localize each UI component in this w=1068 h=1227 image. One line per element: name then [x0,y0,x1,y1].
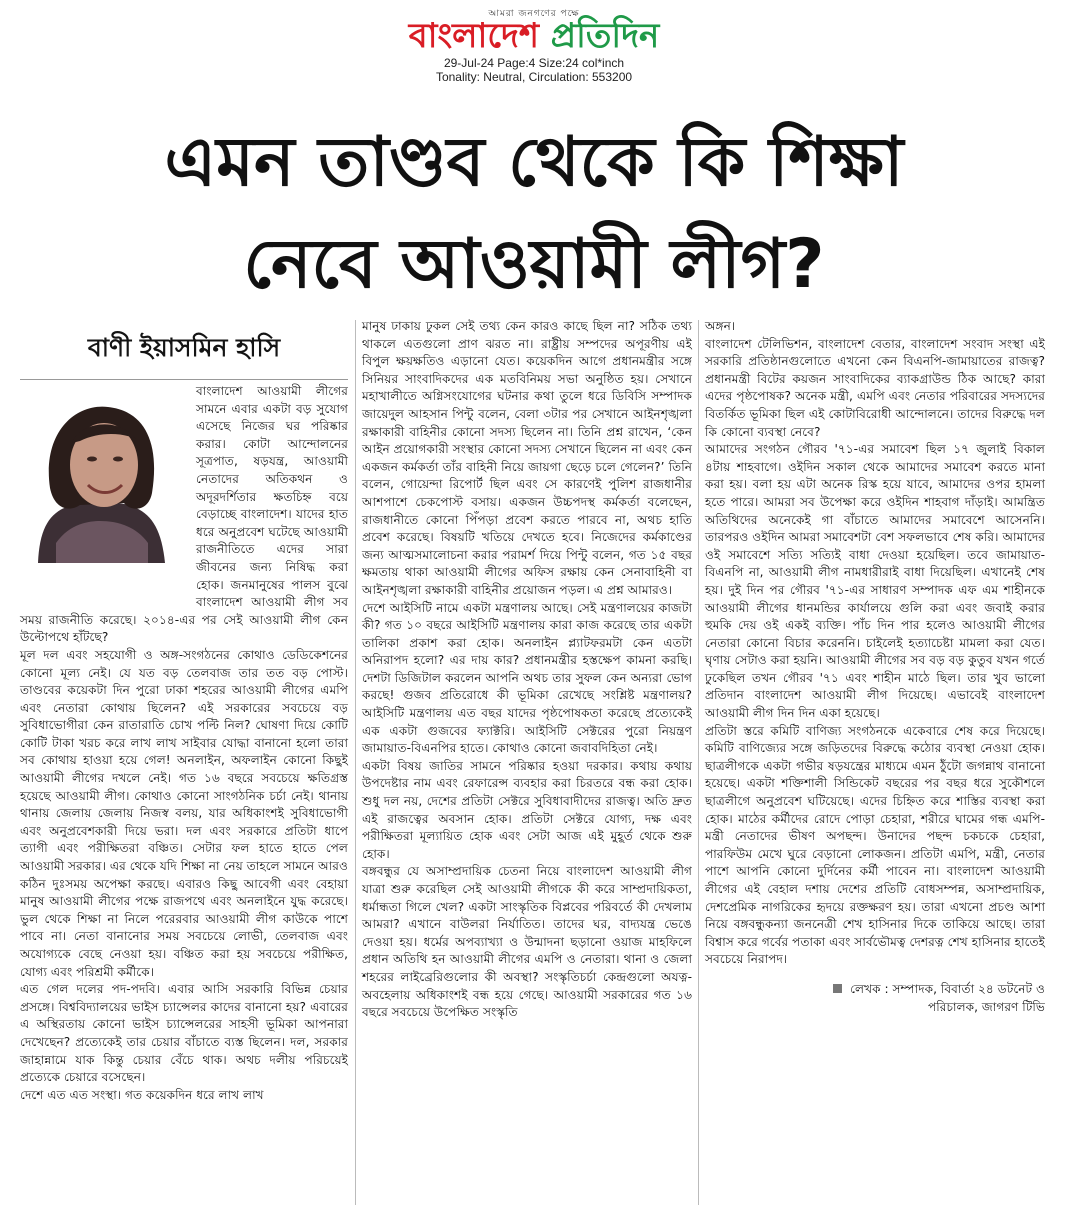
column-divider [355,320,356,1205]
article-headline [30,112,1038,316]
column-divider [698,320,699,1205]
headline-line-2: নেবে আওয়ামী লীগ? [243,225,825,304]
paragraph: বাংলাদেশ আওয়ামী লীগের সামনে এবার একটা বড় সুযোগ এসেছে নিজের ঘর পরিষ্কার করার। কোটা আন্দোলনের সূত্রপাত, ষড়যন্ত্র, আওয়ামী নেতাদের অতিকথন ও অদূরদর্শিতার ক্ষতচিহ্ন বয়ে বেড়াচ্ছে বাংলাদেশ। যাদের হাত ধরে অনুপ্রবেশ ঘটেছে আওয়ামী রাজনীতিতে এদের সারা জীবনের জন্য নিষিদ্ধ করা হোক। জনমানুষের পালস বুঝে বাংলাদেশ আওয়ামী লীগ সব সময় রাজনীতি করেছে। ২০১৪-এর পর সেই আওয়ামী লীগ কেন উল্টোপথে হাঁটছে? [20,384,348,645]
author-note-line-1: লেখক : সম্পাদক, বিবার্তা ২৪ ডটনেট ও [850,981,1045,996]
paragraph: দেশে এত এত সংস্থা। গত কয়েকদিন ধরে লাখ লাখ [20,1087,264,1102]
clip-tonality: Tonality: Neutral, Circulation: 553200 [435,70,633,84]
logo-part-green: প্রতিদিন [550,16,660,56]
paragraph: বাংলাদেশ টেলিভিশন, বাংলাদেশ বেতার, বাংলাদেশ সংবাদ সংস্থা এই সরকারি প্রতিষ্ঠানগুলোতে এখনো কেন বিএনপি-জামায়াতের রাজত্ব? প্রধানমন্ত্রী বিটের কয়জন সাংবাদিকের ব্যাকগ্রাউন্ড ঠিক আছে? কারা এদের পৃষ্ঠপোষক? অনেক মন্ত্রী, এমপি এবং নেতার পরিবারের সদস্যদের বিতর্কিত ভূমিকা ছিল এই কোটাবিরোধী আন্দোলনে। তাদের বিরুদ্ধে দল কি কোনো ব্যবস্থা নেবে? [705,336,1045,439]
author-note-line-2: পরিচালক, জাগরণ টিভি [928,999,1045,1014]
newspaper-logo [0,18,1068,56]
paragraph: মানুষ ঢাকায় ঢুকল সেই তথ্য কেন কারও কাছে ছিল না? সঠিক তথ্য থাকলে এতগুলো প্রাণ ঝরত না। রাষ্ট্রীয় সম্পদের অপূরণীয় এই বিপুল ক্ষয়ক্ষতিও এড়ানো যেত। কয়েকদিন আগে প্রধানমন্ত্রীর সঙ্গে সিনিয়র সাংবাদিকদের এক মতবিনিময় সভা অনুষ্ঠিত হয়। সেখানে মহাখালীতে অগ্নিসংযোগের ঘটনার কথা তুলে ধরে ডিবিসি সম্পাদক জায়েদুল আহসান পিন্টু বলেন, বেলা ৩টার পর সেখানে আইনশৃঙ্খলা রক্ষাকারী বাহিনীর কোনো সদস্য ছিলেন না। তিনি প্রশ্ন রাখেন, ‘কেন আইন প্রয়োগকারী সংস্থার কোনো সদস্য সেখানে ছিলেন না এবং কেন একজন কর্মকর্তা তাঁর বাহিনী নিয়ে জায়গা ছেড়ে চলে গেলেন?’ তিনি বলেন, গোয়েন্দা রিপোর্ট ছিল এবং সে কারণেই পুলিশ রাজধানীর আশপাশে চেকপোস্ট বসায়। একজন উচ্চপদস্থ কর্মকর্তা বলেছেন, রাজধানীতে কোনো পিঁপড়া প্রবেশ করতে পারবে না, অথচ হাতি প্রবেশ করেছে। বিষয়টি খতিয়ে দেখতে হবে। নিজেদের কর্মকাণ্ডের জন্য আত্মসমালোচনা করার পরামর্শ দিয়ে পিন্টু বলেন, গত ১৫ বছর ক্ষমতায় থাকা আওয়ামী লীগের অফিস রক্ষায় কেন সেনাবাহিনী বা আইনশৃঙ্খলা রক্ষাকারী বাহিনীর প্রয়োজন পড়ল। এ প্রশ্ন আমারও। [362,319,692,597]
square-bullet-icon [833,984,842,993]
paragraph: আমাদের সংগঠন গৌরব '৭১-এর সমাবেশ ছিল ১৭ জুলাই বিকাল ৪টায় শাহবাগে। ওইদিন সকাল থেকে আমাদের সমাবেশ করতে মানা করা হয়। বলা হয় এটা অনেক রিস্ক হয়ে যাবে, আমাদের ওপর হামলা হতে পারে। আমরা সব উপেক্ষা করে ওইদিন শাহবাগ দাঁড়াই। আমন্ত্রিত অতিথিদের অনেকেই গা বাঁচাতে আমাদের সমাবেশে আসেননি। তারপরও ওইদিন আমরা সমাবেশটা বেশ সফলভাবে শেষ করি। আমাদের ওই সমাবেশে সত্যি সত্যিই বাধা দেওয়া হয়েছিল। তবে জামায়াত-বিএনপি না, আওয়ামী লীগ নামধারীরাই বাধা দিয়েছিল। এখানেই শেষ হয়। দুই দিন পর গৌরব '৭১-এর সাধারণ সম্পাদক এফ এম শাহীনকে আওয়ামী লীগের ধানমন্ডির কার্যালয়ে গুলি করা এবং জবাই করার হুমকি দেয় ওই একই ব্যক্তি। পাঁচ দিন পার হলেও আওয়ামী লীগের নেতারা কোনো বিচার করেননি। চাইলেই হত্যাচেষ্টা মামলা করা যেত। ঘৃণায় সেটাও করা হয়নি। আওয়ামী লীগের সব বড় বড় কুতুব যখন গর্তে ঢুকেছিল তখন গৌরব '৭১ এবং শাহীন মাঠে ছিল। তার খুব ভালো প্রতিদান বাংলাদেশ আওয়ামী লীগ দিয়েছে। এভাবেই বাংলাদেশ আওয়ামী লীগ দিন দিন একা হয়েছে। [705,442,1045,721]
author-byline: বাণী ইয়াসমিন হাসি [20,328,348,380]
paragraph: এত গেল দলের পদ-পদবি। এবার আসি সরকারি বিভিন্ন চেয়ার প্রসঙ্গে। বিশ্ববিদ্যালয়ের ভাইস চ্যান্সেলর কাদের বানানো হয়? এবারের এ অস্থিরতায় কোনো ভাইস চ্যান্সেলরের সাহসী ভূমিকা আপনারা দেখেছেন? প্রত্যেকেই তার চেয়ার বাঁচাতে ব্যস্ত ছিলেন। দল, সরকার জাহান্নামে যাক কিন্তু চেয়ার বেঁচে থাক। অথচ দলীয় পরিচয়েই প্রত্যেকে চেয়ারে বসেছেন। [20,982,348,1085]
logo-part-red: বাংলাদেশ [408,16,551,56]
article-column-1 [20,383,348,1104]
author-portrait [20,393,180,563]
paragraph: প্রতিটা স্তরে কমিটি বাণিজ্য সংগঠনকে একেবারে শেষ করে দিয়েছে। কমিটি বাণিজ্যের সঙ্গে জড়িতদের বিরুদ্ধে কঠোর ব্যবস্থা নেওয়া হোক। ছাত্রলীগকে একটা গভীর ষড়যন্ত্রের মাধ্যমে এমন ঠুঁটো জগন্নাথ বানানো হয়েছে। একটা শক্তিশালী সিন্ডিকেট বছরের পর বছর ধরে সুকৌশলে ছাত্রলীগে অনুপ্রবেশ ঘটিয়েছে। এদের চিহ্নিত করে শাস্তির ব্যবস্থা করা হোক। মাঠের কর্মীদের রোদে পোড়া চেহারা, শরীরে ঘামের গন্ধ এমপি-মন্ত্রী নেতাদের ভীষণ অপছন্দ। উনাদের পছন্দ চকচকে চেহারা, পারফিউম মেখে ঘুরে বেড়ানো লোকজন। প্রতিটা এমপি, মন্ত্রী, নেতার পাশে আপনি কোনো দুর্দিনের কর্মী পাবেন না। বাংলাদেশ আওয়ামী লীগের এই বেহাল দশায় দেশের প্রতিটি বোধসম্পন্ন, অসাম্প্রদায়িক, দেশপ্রেমিক নাগরিকের হৃদয়ে রক্তক্ষরণ হয়। তারা এখনো প্রচণ্ড আশা নিয়ে বঙ্গবন্ধুকন্যা জননেত্রী শেখ হাসিনার দিকে তাকিয়ে আছে। তারা বিশ্বাস করে গর্বের পতাকা এবং সার্বভৌমত্ব দেশরত্ন শেখ হাসিনার হাতেই সবচেয়ে নিরাপদ। [705,723,1045,967]
clip-date-page: 29-Jul-24 Page:4 Size:24 col*inch [443,56,625,70]
paragraph: মূল দল এবং সহযোগী ও অঙ্গ-সংগঠনের কোথাও ডেডিকেশনের কোনো মূল্য নেই। যে যত বড় তেলবাজ তার তত বড় পোস্ট। তাণ্ডবের কয়েকটা দিন পুরো ঢাকা শহরের আওয়ামী লীগের এমপি এবং নেতারা কোথায় ছিলেন? এই সরকারের সবচেয়ে বড় সুবিধাভোগীরা কেন রাতারাতি চোখ পল্টি নিল? ঘোষণা দিয়ে কোটি কোটি টাকা খরচ করে লাখ লাখ সাইবার যোদ্ধা বানানো হলো তারা সব কোথায় হাওয়া হয়ে গেল! অনলাইন, অফলাইন কোনো কিছুই আওয়ামী লীগের দখলে নেই। গত ১৬ বছরে সবচেয়ে ক্ষতিগ্রস্ত হয়েছে আওয়ামী লীগ। কোথাও কোনো সাংগঠনিক চর্চা নেই। থানায় থানায় জেলায় জেলায় নিজস্ব বলয়, যার অধিকাংশই সুবিধাভোগী এবং অনুপ্রবেশকারী দিয়ে ভরা। দল এবং সরকারে প্রতিটা ধাপে ত্যাগী এবং পরীক্ষিতরা বঞ্চিত। সেটার ফল হাতে হাতে পেল আওয়ামী সরকার। এর থেকে যদি শিক্ষা না নেয় তাহলে সামনে আরও কঠিন দুঃসময় অপেক্ষা করছে। এবারও কিছু আবেগী এবং বেহায়া মানুষ আওয়ামী লীগের পক্ষে রাজপথে এবং অনলাইনে যুদ্ধ করেছে। ভুল থেকে শিক্ষা না নিলে পরেরবার আওয়ামী লীগ কাউকে পাশে পাবে না। নেতা বানানোর সময় সবচেয়ে লোভী, তেলবাজ এবং অযোগ্যকে বেছে নেওয়া হয়। বঞ্চিত করা হয় সবচেয়ে পরীক্ষিত, যোগ্য এবং পরিশ্রমী কর্মীকে। [20,647,348,979]
author-photo-frame [20,383,188,605]
article-column-3 [705,318,1045,1016]
headline-line-1: এমন তাণ্ডব থেকে কি শিক্ষা [164,123,904,202]
paragraph: একটা বিষয় জাতির সামনে পরিষ্কার হওয়া দরকার। কথায় কথায় উপদেষ্টার নাম এবং রেফারেন্স ব্যবহার করা চিরতরে বন্ধ করা হোক। শুধু দল নয়, দেশের প্রতিটা সেক্টরে সুবিধাবাদীদের রাজত্ব। অতি দ্রুত এই রাজত্বের অবসান হোক। প্রতিটা সেক্টরে যোগ্য, দক্ষ এবং পরীক্ষিতরা মূল্যায়িত হোক এবং সেটা আজ এই মুহূর্ত থেকে শুরু হোক। [362,758,692,861]
masthead [0,6,1068,84]
article-column-2 [362,318,692,1022]
masthead-tagline: আমরা জনগণের পক্ষে [488,9,580,19]
paragraph: দেশে আইসিটি নামে একটা মন্ত্রণালয় আছে। সেই মন্ত্রণালয়ের কাজটা কী? গত ১০ বছরে আইসিটি মন্ত্রণালয় কারা কাজ করেছে তার একটা তালিকা প্রকাশ করা হোক। অনলাইন প্ল্যাটফরমটা কেন এতটা অনিরাপদ হলো? এর দায় কার? প্রধানমন্ত্রীর হস্তক্ষেপ কামনা করছি। দেশটা ডিজিটাল করলেন আপনি অথচ তার সুফল কেন অন্যরা ভোগ করছে! গুজব প্রতিরোধে কী ভূমিকা রেখেছে সংশ্লিষ্ট মন্ত্রণালয়? আইসিটি মন্ত্রণালয় এত বছর যাদের পৃষ্ঠপোষকতা করেছে প্রত্যেকেই এক একটা গুজবের ফ্যাক্টরি। আইসিটি সেক্টরের পুরো নিয়ন্ত্রণ জামায়াত-বিএনপির হাতে। কোথাও কোনো জবাবদিহিতা নেই। [362,600,692,756]
paragraph: বঙ্গবন্ধুর যে অসাম্প্রদায়িক চেতনা নিয়ে বাংলাদেশ আওয়ামী লীগ যাত্রা শুরু করেছিল সেই আওয়ামী লীগকে কী করে সাম্প্রদায়িকতা, ধর্মান্ধতা গিলে খেল? একটা সাংস্কৃতিক বিপ্লবের পরিবর্তে কী দেখলাম আমরা? এখানে বাউলরা নির্যাতিত। তাদের ঘর, বাদ্যযন্ত্র ভেঙে দেওয়া হয়। ধর্মের অপব্যাখ্যা ও উন্মাদনা ছড়ানো ওয়াজ মাহফিলে প্রধান অতিথি হন আওয়ামী লীগের এমপি ও নেতারা। থানা ও জেলা শহরের লাইব্রেরিগুলোর কী অবস্থা? সংস্কৃতিচর্চা কেন্দ্রগুলো অযত্ন-অবহেলায় অধিকাংশই বন্ধ হয়ে গেছে। আওয়ামী সরকারের গত ১৬ বছরে সবচেয়ে উপেক্ষিত সংস্কৃতি [362,864,692,1020]
author-note [705,981,1045,1016]
paragraph: অঙ্গন। [705,319,736,333]
